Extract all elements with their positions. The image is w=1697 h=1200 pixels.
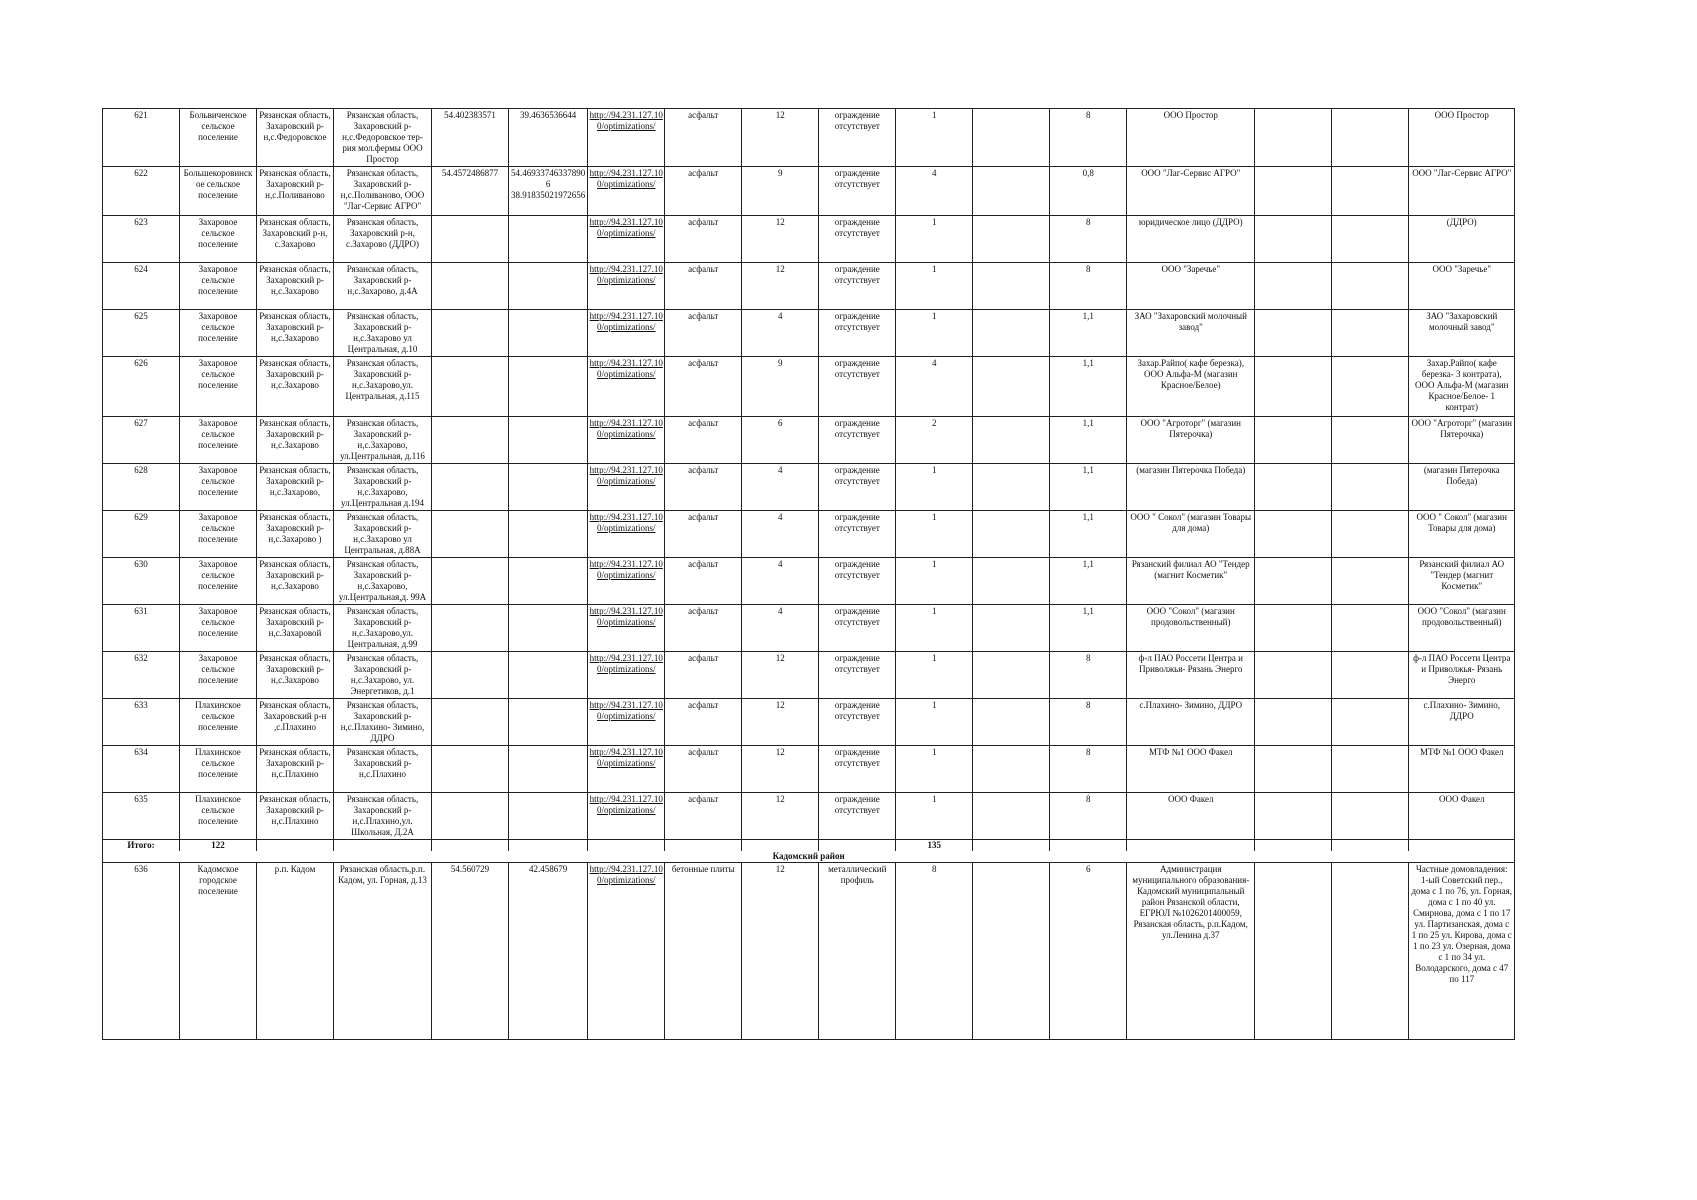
cell-c12 bbox=[973, 109, 1050, 167]
cell-settlement: Захаровое сельское поселение bbox=[180, 558, 257, 605]
cell-link[interactable]: http://94.231.127.10 0/optimizations/ bbox=[588, 511, 665, 558]
table-row bbox=[103, 863, 1515, 1040]
cell-area-m2: 12 bbox=[742, 109, 819, 167]
cell-area: Рязанская область, Захаровский р-н,с.Захарово, bbox=[257, 464, 334, 511]
cell-sources: Захар.Райпо( кафе березка- 3 контрата), ООО Альфа-М (магазин Красное/Белое- 1 контрат) bbox=[1409, 357, 1515, 417]
cell-n: 631 bbox=[103, 605, 180, 652]
cell-volume: 1,1 bbox=[1050, 511, 1127, 558]
cell-volume: 8 bbox=[1050, 109, 1127, 167]
cell-n: 635 bbox=[103, 793, 180, 840]
cell-count: 1 bbox=[896, 605, 973, 652]
cell-area: Рязанская область, Захаровский р-н,с.Захарово bbox=[257, 263, 334, 310]
cell-link[interactable]: http://94.231.127.10 0/optimizations/ bbox=[588, 310, 665, 357]
cell-link[interactable]: http://94.231.127.10 0/optimizations/ bbox=[588, 746, 665, 793]
cell-address: Рязанская область, Захаровский р-н,с.Плахино- Зимино, ДДРО bbox=[334, 699, 432, 746]
cell-link[interactable]: http://94.231.127.10 0/optimizations/ bbox=[588, 605, 665, 652]
cell-lon bbox=[509, 216, 588, 263]
cell-lon: 42.458679 bbox=[509, 863, 588, 1040]
table-row bbox=[103, 511, 1515, 558]
cell-area-m2: 9 bbox=[742, 167, 819, 216]
cell-count: 1 bbox=[896, 511, 973, 558]
cell-address: Рязанская область, Захаровский р-н,с.Поливаново, ООО "Лаг-Сервис АГРО" bbox=[334, 167, 432, 216]
cell-volume: 1,1 bbox=[1050, 310, 1127, 357]
cell-c12 bbox=[973, 793, 1050, 840]
cell-c15 bbox=[1255, 310, 1332, 357]
cell-owner: Рязанский филиал АО "Тендер (магнит Косметик" bbox=[1127, 558, 1255, 605]
cell-settlement: Захаровое сельское поселение bbox=[180, 263, 257, 310]
table-row bbox=[103, 746, 1515, 793]
cell-link[interactable]: http://94.231.127.10 0/optimizations/ bbox=[588, 793, 665, 840]
registry-table bbox=[102, 108, 1515, 1040]
cell-lon: 39.4636536644 bbox=[509, 109, 588, 167]
cell-area-m2: 12 bbox=[742, 746, 819, 793]
table-row bbox=[103, 216, 1515, 263]
cell-c12 bbox=[973, 216, 1050, 263]
cell-c16 bbox=[1332, 863, 1409, 1040]
cell-address: Рязанская область, Захаровский р-н,с.Захарово, ул.Центральная, д.116 bbox=[334, 417, 432, 464]
cell-lat bbox=[432, 357, 509, 417]
cell-settlement: Захаровое сельское поселение bbox=[180, 511, 257, 558]
table-row bbox=[103, 310, 1515, 357]
cell-cover: асфальт bbox=[665, 167, 742, 216]
cell-owner: ООО " Сокол" (магазин Товары для дома) bbox=[1127, 511, 1255, 558]
cell-fence: ограждение отсутствует bbox=[819, 310, 896, 357]
cell-c12 bbox=[973, 167, 1050, 216]
table-row bbox=[103, 699, 1515, 746]
cell-cover: асфальт bbox=[665, 511, 742, 558]
cell-count: 1 bbox=[896, 216, 973, 263]
table-row bbox=[103, 558, 1515, 605]
cell-fence: ограждение отсутствует bbox=[819, 558, 896, 605]
cell-cover: асфальт bbox=[665, 109, 742, 167]
cell-cover: асфальт bbox=[665, 699, 742, 746]
cell-c15 bbox=[1255, 511, 1332, 558]
cell-n: 625 bbox=[103, 310, 180, 357]
cell-lat: 54.560729 bbox=[432, 863, 509, 1040]
cell-c12 bbox=[973, 511, 1050, 558]
cell-c15 bbox=[1255, 699, 1332, 746]
cell-lat bbox=[432, 263, 509, 310]
cell-c16 bbox=[1332, 357, 1409, 417]
cell-area-m2: 12 bbox=[742, 263, 819, 310]
cell-sources: ООО " Сокол" (магазин Товары для дома) bbox=[1409, 511, 1515, 558]
cell-cover: асфальт bbox=[665, 464, 742, 511]
cell-area-m2: 12 bbox=[742, 216, 819, 263]
cell-sources: ЗАО "Захаровский молочный завод" bbox=[1409, 310, 1515, 357]
cell-cover: асфальт bbox=[665, 793, 742, 840]
cell-fence: металлический профиль bbox=[819, 863, 896, 1040]
total-count: 135 bbox=[896, 840, 973, 852]
cell-volume: 8 bbox=[1050, 263, 1127, 310]
cell-c16 bbox=[1332, 652, 1409, 699]
cell-lon bbox=[509, 605, 588, 652]
cell-lon bbox=[509, 652, 588, 699]
cell-fence: ограждение отсутствует bbox=[819, 793, 896, 840]
cell-area: Рязанская область, Захаровский р-н,с.Захарово bbox=[257, 652, 334, 699]
cell-c15 bbox=[1255, 746, 1332, 793]
cell-volume: 8 bbox=[1050, 699, 1127, 746]
cell-lon bbox=[509, 793, 588, 840]
cell-c12 bbox=[973, 558, 1050, 605]
cell-lat bbox=[432, 793, 509, 840]
cell-cover: асфальт bbox=[665, 417, 742, 464]
cell-sources: ООО Факел bbox=[1409, 793, 1515, 840]
cell-n: 632 bbox=[103, 652, 180, 699]
cell-address: Рязанская область,р.п. Кадом, ул. Горная, д.13 bbox=[334, 863, 432, 1040]
cell-owner: Администрация муниципального образования- Кадомский муниципальный район Рязанской области, ЕГРЮЛ №1026201400059, Рязанская область, р.п.Кадом, ул.Ленина д.37 bbox=[1127, 863, 1255, 1040]
cell-area-m2: 6 bbox=[742, 417, 819, 464]
cell-area-m2: 12 bbox=[742, 699, 819, 746]
cell-volume: 8 bbox=[1050, 216, 1127, 263]
cell-volume: 8 bbox=[1050, 746, 1127, 793]
cell-c12 bbox=[973, 746, 1050, 793]
cell-c12 bbox=[973, 357, 1050, 417]
cell-area: Рязанская область, Захаровский р-н,с.Плахино bbox=[257, 746, 334, 793]
cell-area-m2: 4 bbox=[742, 511, 819, 558]
table-row bbox=[103, 793, 1515, 840]
cell-volume: 1,1 bbox=[1050, 558, 1127, 605]
cell-address: Рязанская область, Захаровский р-н,с.Плахино,ул. Школьная, Д.2А bbox=[334, 793, 432, 840]
cell-cover: асфальт bbox=[665, 558, 742, 605]
cell-c12 bbox=[973, 652, 1050, 699]
cell-owner: ООО Простор bbox=[1127, 109, 1255, 167]
cell-sources: ООО Простор bbox=[1409, 109, 1515, 167]
cell-owner: с.Плахино- Зимино, ДДРО bbox=[1127, 699, 1255, 746]
cell-c12 bbox=[973, 464, 1050, 511]
total-label: Итого: bbox=[103, 840, 180, 852]
cell-settlement: Кадомское городское поселение bbox=[180, 863, 257, 1040]
cell-n: 630 bbox=[103, 558, 180, 605]
cell-settlement: Больвиченское сельское поселение bbox=[180, 109, 257, 167]
cell-c16 bbox=[1332, 558, 1409, 605]
cell-n: 627 bbox=[103, 417, 180, 464]
cell-lat bbox=[432, 417, 509, 464]
cell-lon: 54.46933746337890 6 38.91835021972656 bbox=[509, 167, 588, 216]
cell-owner: ЗАО "Захаровский молочный завод" bbox=[1127, 310, 1255, 357]
cell-fence: ограждение отсутствует bbox=[819, 417, 896, 464]
cell-c12 bbox=[973, 263, 1050, 310]
cell-link[interactable]: http://94.231.127.10 0/optimizations/ bbox=[588, 417, 665, 464]
cell-area: р.п. Кадом bbox=[257, 863, 334, 1040]
cell-area-m2: 4 bbox=[742, 558, 819, 605]
cell-area: Рязанская область, Захаровский р-н,с.Захарово ) bbox=[257, 511, 334, 558]
cell-area: Рязанская область, Захаровский р-н,с.Поливаново bbox=[257, 167, 334, 216]
cell-c15 bbox=[1255, 216, 1332, 263]
cell-c15 bbox=[1255, 652, 1332, 699]
cell-volume: 1,1 bbox=[1050, 417, 1127, 464]
cell-c12 bbox=[973, 699, 1050, 746]
cell-cover: асфальт bbox=[665, 216, 742, 263]
cell-address: Рязанская область, Захаровский р-н,с.Захарово, ул.Центральная,д. 99А bbox=[334, 558, 432, 605]
cell-c16 bbox=[1332, 310, 1409, 357]
cell-owner: ООО "Заречье" bbox=[1127, 263, 1255, 310]
cell-lat bbox=[432, 216, 509, 263]
cell-c15 bbox=[1255, 417, 1332, 464]
cell-n: 629 bbox=[103, 511, 180, 558]
cell-c16 bbox=[1332, 793, 1409, 840]
cell-lon bbox=[509, 263, 588, 310]
cell-owner: ООО "Агроторг" (магазин Пятерочка) bbox=[1127, 417, 1255, 464]
cell-address: Рязанская область, Захаровский р-н,с.Плахино bbox=[334, 746, 432, 793]
cell-link[interactable]: http://94.231.127.10 0/optimizations/ bbox=[588, 863, 665, 1040]
cell-sources: МТФ №1 ООО Факел bbox=[1409, 746, 1515, 793]
cell-volume: 1,1 bbox=[1050, 357, 1127, 417]
cell-address: Рязанская область, Захаровский р-н,с.Захарово, д.4А bbox=[334, 263, 432, 310]
cell-owner: ООО Факел bbox=[1127, 793, 1255, 840]
cell-cover: асфальт bbox=[665, 746, 742, 793]
cell-lat bbox=[432, 511, 509, 558]
cell-link[interactable]: http://94.231.127.10 0/optimizations/ bbox=[588, 263, 665, 310]
cell-count: 4 bbox=[896, 167, 973, 216]
district-body bbox=[103, 863, 1515, 1040]
cell-address: Рязанская область, Захаровский р-н,с.Захарово,ул. Центральная, д.99 bbox=[334, 605, 432, 652]
cell-count: 1 bbox=[896, 699, 973, 746]
cell-sources: (магазин Пятерочка Победа) bbox=[1409, 464, 1515, 511]
cell-owner: ООО "Сокол" (магазин продовольственный) bbox=[1127, 605, 1255, 652]
cell-n: 633 bbox=[103, 699, 180, 746]
cell-lon bbox=[509, 558, 588, 605]
cell-link[interactable]: http://94.231.127.10 0/optimizations/ bbox=[588, 558, 665, 605]
cell-c16 bbox=[1332, 699, 1409, 746]
cell-count: 1 bbox=[896, 464, 973, 511]
cell-c12 bbox=[973, 863, 1050, 1040]
cell-fence: ограждение отсутствует bbox=[819, 511, 896, 558]
cell-address: Рязанская область, Захаровский р-н,с.Захарово, ул.Центральная д.194 bbox=[334, 464, 432, 511]
cell-sources: ООО "Сокол" (магазин продовольственный) bbox=[1409, 605, 1515, 652]
cell-address: Рязанская область, Захаровский р-н,с.Федоровское тер-рия мол.фермы ООО Простор bbox=[334, 109, 432, 167]
cell-area-m2: 9 bbox=[742, 357, 819, 417]
cell-link[interactable]: http://94.231.127.10 0/optimizations/ bbox=[588, 357, 665, 417]
cell-n: 624 bbox=[103, 263, 180, 310]
cell-area: Рязанская область, Захаровский р-н, с.Захарово bbox=[257, 216, 334, 263]
cell-area-m2: 4 bbox=[742, 605, 819, 652]
table-row bbox=[103, 167, 1515, 216]
cell-area: Рязанская область, Захаровский р-н,с.Захаровой bbox=[257, 605, 334, 652]
cell-fence: ограждение отсутствует bbox=[819, 605, 896, 652]
cell-c12 bbox=[973, 310, 1050, 357]
cell-c12 bbox=[973, 417, 1050, 464]
cell-address: Рязанская область, Захаровский р-н, с.Захарово (ДДРО) bbox=[334, 216, 432, 263]
cell-c16 bbox=[1332, 263, 1409, 310]
cell-c15 bbox=[1255, 167, 1332, 216]
cell-sources: ООО "Лаг-Сервис АГРО" bbox=[1409, 167, 1515, 216]
cell-volume: 0,8 bbox=[1050, 167, 1127, 216]
cell-lon bbox=[509, 746, 588, 793]
cell-link[interactable]: http://94.231.127.10 0/optimizations/ bbox=[588, 216, 665, 263]
cell-link[interactable]: http://94.231.127.10 0/optimizations/ bbox=[588, 109, 665, 167]
cell-c15 bbox=[1255, 863, 1332, 1040]
cell-c16 bbox=[1332, 746, 1409, 793]
cell-lon bbox=[509, 511, 588, 558]
cell-c16 bbox=[1332, 216, 1409, 263]
cell-area-m2: 4 bbox=[742, 310, 819, 357]
total-row bbox=[103, 840, 1515, 852]
cell-c16 bbox=[1332, 511, 1409, 558]
cell-lat: 54.4572486877 bbox=[432, 167, 509, 216]
cell-count: 8 bbox=[896, 863, 973, 1040]
table-body bbox=[103, 109, 1515, 840]
cell-n: 622 bbox=[103, 167, 180, 216]
cell-fence: ограждение отсутствует bbox=[819, 167, 896, 216]
cell-link[interactable]: http://94.231.127.10 0/optimizations/ bbox=[588, 167, 665, 216]
cell-cover: асфальт bbox=[665, 263, 742, 310]
cell-address: Рязанская область, Захаровский р-н,с.Захарово ул Центральная, д.10 bbox=[334, 310, 432, 357]
cell-volume: 8 bbox=[1050, 652, 1127, 699]
cell-area: Рязанская область, Захаровский р-н ,с.Плахино bbox=[257, 699, 334, 746]
cell-volume: 8 bbox=[1050, 793, 1127, 840]
cell-volume: 6 bbox=[1050, 863, 1127, 1040]
cell-settlement: Захаровое сельское поселение bbox=[180, 357, 257, 417]
cell-fence: ограждение отсутствует bbox=[819, 109, 896, 167]
cell-sources: Частные домовладения: 1-ый Советский пер., дома с 1 по 76, ул. Горная, дома с 1 по 40 ул. Смирнова, дома с 1 по 17 ул. Партизанская, дома с 1 по 25 ул. Кирова, дома с 1 по 23 ул. Озерная, дома с 1 по 34 ул. Володарского, дома с 47 по 117 bbox=[1409, 863, 1515, 1040]
cell-link[interactable]: http://94.231.127.10 0/optimizations/ bbox=[588, 699, 665, 746]
cell-count: 1 bbox=[896, 746, 973, 793]
cell-cover: асфальт bbox=[665, 652, 742, 699]
cell-lat: 54.402383571 bbox=[432, 109, 509, 167]
cell-address: Рязанская область, Захаровский р-н,с.Захарово, ул. Энергетиков, д.1 bbox=[334, 652, 432, 699]
cell-lon bbox=[509, 310, 588, 357]
cell-n: 628 bbox=[103, 464, 180, 511]
table-row bbox=[103, 357, 1515, 417]
cell-settlement: Захаровое сельское поселение bbox=[180, 605, 257, 652]
cell-count: 1 bbox=[896, 558, 973, 605]
cell-fence: ограждение отсутствует bbox=[819, 263, 896, 310]
cell-sources: ф-л ПАО Россети Центра и Приволжья- Рязань Энерго bbox=[1409, 652, 1515, 699]
cell-area-m2: 12 bbox=[742, 652, 819, 699]
cell-fence: ограждение отсутствует bbox=[819, 652, 896, 699]
cell-sources: (ДДРО) bbox=[1409, 216, 1515, 263]
table-row bbox=[103, 417, 1515, 464]
cell-owner: ф-л ПАО Россети Центра и Приволжья- Рязань Энерго bbox=[1127, 652, 1255, 699]
cell-n: 634 bbox=[103, 746, 180, 793]
cell-area-m2: 4 bbox=[742, 464, 819, 511]
district-title: Кадомский район bbox=[103, 851, 1515, 863]
cell-n: 621 bbox=[103, 109, 180, 167]
cell-area-m2: 12 bbox=[742, 863, 819, 1040]
cell-lon bbox=[509, 357, 588, 417]
cell-area: Рязанская область, Захаровский р-н,с.Плахино bbox=[257, 793, 334, 840]
cell-owner: юридическое лицо (ДДРО) bbox=[1127, 216, 1255, 263]
table-row bbox=[103, 605, 1515, 652]
cell-settlement: Захаровое сельское поселение bbox=[180, 417, 257, 464]
cell-count: 2 bbox=[896, 417, 973, 464]
cell-area: Рязанская область, Захаровский р-н,с.Захарово bbox=[257, 417, 334, 464]
cell-fence: ограждение отсутствует bbox=[819, 699, 896, 746]
cell-settlement: Захаровое сельское поселение bbox=[180, 216, 257, 263]
cell-c15 bbox=[1255, 109, 1332, 167]
cell-settlement: Плахинское сельское поселение bbox=[180, 793, 257, 840]
cell-area-m2: 12 bbox=[742, 793, 819, 840]
cell-c15 bbox=[1255, 263, 1332, 310]
cell-count: 1 bbox=[896, 310, 973, 357]
cell-count: 4 bbox=[896, 357, 973, 417]
total-settlements: 122 bbox=[180, 840, 257, 852]
cell-count: 1 bbox=[896, 109, 973, 167]
cell-n: 636 bbox=[103, 863, 180, 1040]
cell-address: Рязанская область, Захаровский р-н,с.Захарово,ул. Центральная, д.115 bbox=[334, 357, 432, 417]
cell-sources: Рязанский филиал АО "Тендер (магнит Косметик" bbox=[1409, 558, 1515, 605]
cell-c15 bbox=[1255, 464, 1332, 511]
district-row bbox=[103, 851, 1515, 863]
cell-count: 1 bbox=[896, 263, 973, 310]
cell-cover: бетонные плиты bbox=[665, 863, 742, 1040]
cell-link[interactable]: http://94.231.127.10 0/optimizations/ bbox=[588, 464, 665, 511]
cell-fence: ограждение отсутствует bbox=[819, 746, 896, 793]
table-row bbox=[103, 652, 1515, 699]
cell-c16 bbox=[1332, 417, 1409, 464]
cell-count: 1 bbox=[896, 793, 973, 840]
cell-c15 bbox=[1255, 558, 1332, 605]
cell-lat bbox=[432, 652, 509, 699]
cell-c12 bbox=[973, 605, 1050, 652]
cell-cover: асфальт bbox=[665, 310, 742, 357]
cell-sources: с.Плахино- Зимино, ДДРО bbox=[1409, 699, 1515, 746]
cell-lat bbox=[432, 699, 509, 746]
cell-lat bbox=[432, 746, 509, 793]
cell-owner: Захар.Райпо( кафе березка), ООО Альфа-М (магазин Красное/Белое) bbox=[1127, 357, 1255, 417]
cell-area: Рязанская область, Захаровский р-н,с.Захарово bbox=[257, 558, 334, 605]
cell-fence: ограждение отсутствует bbox=[819, 216, 896, 263]
cell-area: Рязанская область, Захаровский р-н,с.Федоровское bbox=[257, 109, 334, 167]
cell-fence: ограждение отсутствует bbox=[819, 357, 896, 417]
cell-area: Рязанская область, Захаровский р-н,с.Захарово bbox=[257, 310, 334, 357]
cell-address: Рязанская область, Захаровский р-н,с.Захарово ул Центральная, д.88А bbox=[334, 511, 432, 558]
cell-n: 626 bbox=[103, 357, 180, 417]
cell-link[interactable]: http://94.231.127.10 0/optimizations/ bbox=[588, 652, 665, 699]
table-row bbox=[103, 109, 1515, 167]
cell-settlement: Плахинское сельское поселение bbox=[180, 746, 257, 793]
cell-fence: ограждение отсутствует bbox=[819, 464, 896, 511]
cell-sources: ООО "Заречье" bbox=[1409, 263, 1515, 310]
cell-lat bbox=[432, 464, 509, 511]
cell-c15 bbox=[1255, 793, 1332, 840]
cell-owner: МТФ №1 ООО Факел bbox=[1127, 746, 1255, 793]
cell-cover: асфальт bbox=[665, 357, 742, 417]
cell-volume: 1,1 bbox=[1050, 605, 1127, 652]
cell-count: 1 bbox=[896, 652, 973, 699]
cell-sources: ООО "Агроторг" (магазин Пятерочка) bbox=[1409, 417, 1515, 464]
cell-settlement: Захаровое сельское поселение bbox=[180, 652, 257, 699]
cell-lat bbox=[432, 558, 509, 605]
cell-c15 bbox=[1255, 357, 1332, 417]
cell-n: 623 bbox=[103, 216, 180, 263]
cell-settlement: Захаровое сельское поселение bbox=[180, 310, 257, 357]
cell-area: Рязанская область, Захаровский р-н,с.Захарово bbox=[257, 357, 334, 417]
cell-settlement: Большекоровинск ое сельское поселение bbox=[180, 167, 257, 216]
cell-owner: (магазин Пятерочка Победа) bbox=[1127, 464, 1255, 511]
cell-c16 bbox=[1332, 109, 1409, 167]
cell-lat bbox=[432, 310, 509, 357]
cell-c16 bbox=[1332, 605, 1409, 652]
cell-c16 bbox=[1332, 464, 1409, 511]
cell-c16 bbox=[1332, 167, 1409, 216]
cell-volume: 1,1 bbox=[1050, 464, 1127, 511]
cell-settlement: Захаровое сельское поселение bbox=[180, 464, 257, 511]
cell-owner: ООО "Лаг-Сервис АГРО" bbox=[1127, 167, 1255, 216]
cell-settlement: Плахинское сельское поселение bbox=[180, 699, 257, 746]
cell-c15 bbox=[1255, 605, 1332, 652]
cell-lat bbox=[432, 605, 509, 652]
cell-lon bbox=[509, 699, 588, 746]
table-row bbox=[103, 263, 1515, 310]
cell-lon bbox=[509, 464, 588, 511]
cell-cover: асфальт bbox=[665, 605, 742, 652]
cell-lon bbox=[509, 417, 588, 464]
table-row bbox=[103, 464, 1515, 511]
